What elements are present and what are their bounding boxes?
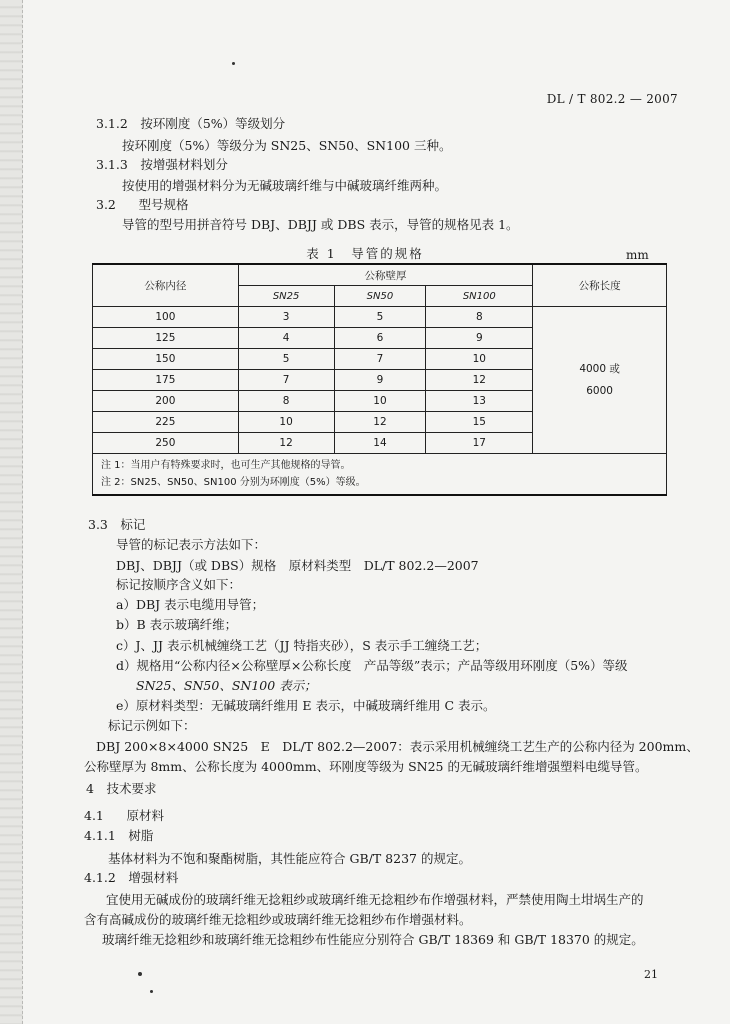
list-item: a）DBJ 表示电缆用导管；	[116, 597, 265, 612]
sub-col-sn100: SN100	[426, 286, 533, 307]
sub-col-sn25: SN25	[238, 286, 334, 307]
section-4-1-1-heading: 4.1.1 树脂	[84, 828, 154, 843]
list-item: d）规格用“公称内径×公称壁厚×公称长度 产品等级”表示；产品等级用环刚度（5%）等级	[116, 658, 628, 673]
cell-sn50: 5	[334, 307, 426, 328]
section-3-1-3-heading: 3.1.3 按增强材料划分	[96, 157, 228, 172]
cell-sn50: 12	[334, 412, 426, 433]
section-4-1-2-body-3: 玻璃纤维无捻粗纱和玻璃纤维无捻粗纱布性能应分别符合 GB/T 18369 和 GB/T 18370 的规定。	[102, 932, 644, 947]
cell-sn25: 12	[238, 433, 334, 454]
scan-speck	[150, 990, 153, 993]
page-number: 21	[644, 968, 658, 981]
cell-sn100: 13	[426, 391, 533, 412]
list-item: c）J、JJ 表示机械缠绕工艺（JJ 特指夹砂），S 表示手工缠绕工艺；	[116, 638, 488, 653]
cell-sn50: 7	[334, 349, 426, 370]
sub-col-sn50: SN50	[334, 286, 426, 307]
cell-sn25: 8	[238, 391, 334, 412]
list-item: e）原材料类型：无碱玻璃纤维用 E 表示，中碱玻璃纤维用 C 表示。	[116, 698, 496, 713]
cell-sn25: 4	[238, 328, 334, 349]
section-4-1-heading: 4.1 原材料	[84, 808, 165, 823]
cell-sn100: 15	[426, 412, 533, 433]
scan-speck	[138, 972, 142, 976]
section-3-1-2-heading: 3.1.2 按环刚度（5%）等级划分	[96, 116, 286, 131]
table-note-2: 注 2：SN25、SN50、SN100 分别为环刚度（5%）等级。	[101, 477, 366, 488]
example-label: 标记示例如下：	[108, 718, 196, 733]
cell-sn100: 8	[426, 307, 533, 328]
cell-length: 4000 或 6000	[533, 307, 667, 454]
scan-speck	[232, 62, 235, 65]
section-4-1-2-body-1: 宜使用无碱成份的玻璃纤维无捻粗纱或玻璃纤维无捻粗纱布作增强材料，严禁使用陶土坩埚生产的	[106, 892, 644, 907]
list-item: b）B 表示玻璃纤维；	[116, 617, 238, 632]
col-header-length: 公称长度	[533, 264, 667, 307]
cell-sn25: 7	[238, 370, 334, 391]
section-4-1-2-heading: 4.1.2 增强材料	[84, 870, 179, 885]
section-4-1-1-body: 基体材料为不饱和聚酯树脂，其性能应符合 GB/T 8237 的规定。	[108, 851, 471, 866]
example-line-1: DBJ 200×8×4000 SN25 E DL/T 802.2—2007：表示采用机械缠绕工艺生产的公称内径为 200mm、	[96, 739, 699, 754]
cell-sn100: 10	[426, 349, 533, 370]
section-3-2-body: 导管的型号用拼音符号 DBJ、DBJJ 或 DBS 表示，导管的规格见表 1。	[122, 217, 519, 232]
section-3-2-heading: 3.2 型号规格	[96, 197, 189, 212]
section-3-3-order: 标记按顺序含义如下：	[116, 577, 242, 592]
table-unit: mm	[626, 248, 649, 262]
cell-sn25: 10	[238, 412, 334, 433]
section-3-3-format: DBJ、DBJJ（或 DBS）规格 原材料类型 DL/T 802.2—2007	[116, 558, 479, 573]
list-item-continuation: SN25、SN50、SN100 表示；	[136, 678, 317, 693]
binding-edge	[0, 0, 23, 1024]
section-4-heading: 4 技术要求	[86, 781, 157, 796]
col-header-wall: 公称壁厚	[238, 264, 533, 286]
cell-diameter: 225	[93, 412, 239, 433]
section-3-3-heading: 3.3 标记	[88, 517, 146, 532]
cell-sn50: 6	[334, 328, 426, 349]
example-line-2: 公称壁厚为 8mm、公称长度为 4000mm、环刚度等级为 SN25 的无碱玻璃纤维增强塑料电缆导管。	[84, 759, 648, 774]
table-notes	[93, 454, 667, 496]
spec-table	[92, 263, 667, 496]
cell-sn100: 12	[426, 370, 533, 391]
cell-sn50: 9	[334, 370, 426, 391]
cell-sn25: 3	[238, 307, 334, 328]
cell-diameter: 125	[93, 328, 239, 349]
cell-sn100: 9	[426, 328, 533, 349]
cell-diameter: 175	[93, 370, 239, 391]
cell-diameter: 150	[93, 349, 239, 370]
cell-sn100: 17	[426, 433, 533, 454]
cell-sn25: 5	[238, 349, 334, 370]
doc-number-header: DL / T 802.2 — 2007	[546, 92, 678, 106]
section-3-1-2-body: 按环刚度（5%）等级分为 SN25、SN50、SN100 三种。	[122, 138, 452, 153]
section-3-3-intro: 导管的标记表示方法如下：	[116, 537, 267, 552]
table-row	[93, 307, 667, 328]
cell-diameter: 250	[93, 433, 239, 454]
cell-sn50: 14	[334, 433, 426, 454]
section-4-1-2-body-2: 含有高碱成份的玻璃纤维无捻粗纱或玻璃纤维无捻粗纱布作增强材料。	[84, 912, 472, 927]
col-header-diameter: 公称内径	[93, 264, 239, 307]
cell-diameter: 200	[93, 391, 239, 412]
section-3-1-3-body: 按使用的增强材料分为无碱玻璃纤维与中碱玻璃纤维两种。	[122, 178, 448, 193]
cell-sn50: 10	[334, 391, 426, 412]
table-note-1: 注 1：当用户有特殊要求时，也可生产其他规格的导管。	[101, 460, 351, 471]
cell-diameter: 100	[93, 307, 239, 328]
table-caption: 表 1 导管的规格	[306, 246, 424, 261]
